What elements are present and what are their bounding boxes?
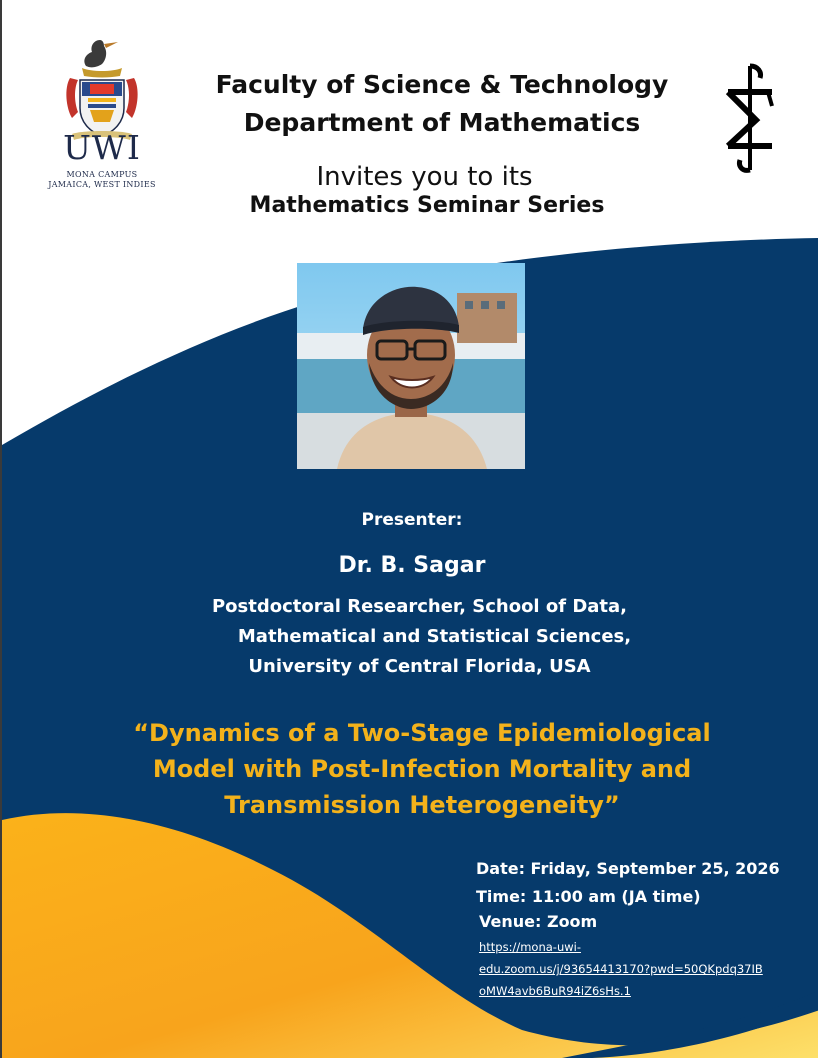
event-date: Date: Friday, September 25, 2026: [476, 859, 780, 878]
zoom-link-line1[interactable]: https://mona-uwi-: [479, 940, 581, 954]
event-time: Time: 11:00 am (JA time): [476, 887, 701, 906]
uwi-campus-label: MONA CAMPUS: [66, 170, 138, 179]
presenter-name: Dr. B. Sagar: [338, 553, 486, 578]
zoom-link-line3[interactable]: oMW4avb6BuR94iZ6sHs.1: [479, 984, 631, 998]
presenter-affiliation-line2: Mathematical and Statistical Sciences,: [237, 626, 632, 647]
talk-title-line1: “Dynamics of a Two-Stage Epidemiological: [133, 719, 711, 747]
uwi-location-label: JAMAICA, WEST INDIES: [48, 180, 156, 189]
talk-title-line3: Transmission Heterogeneity”: [224, 791, 620, 819]
invitation-text: Invites you to its: [316, 162, 533, 192]
presenter-photo: [297, 263, 525, 469]
seminar-series-title: Mathematics Seminar Series: [249, 193, 605, 218]
talk-title-line2: Model with Post-Infection Mortality and: [152, 755, 692, 783]
zoom-link-line2[interactable]: edu.zoom.us/j/93654413170?pwd=50QKpdq37IB: [479, 962, 763, 976]
presenter-affiliation-line3: University of Central Florida, USA: [248, 656, 591, 677]
department-heading: Department of Mathematics: [243, 108, 641, 137]
faculty-heading: Faculty of Science & Technology: [215, 70, 669, 99]
event-venue: Venue: Zoom: [479, 912, 598, 931]
math-department-logo: [720, 62, 780, 174]
presenter-label: Presenter:: [361, 510, 463, 530]
presenter-affiliation-line1: Postdoctoral Researcher, School of Data,: [211, 596, 628, 617]
uwi-wordmark: UWI: [63, 128, 141, 167]
